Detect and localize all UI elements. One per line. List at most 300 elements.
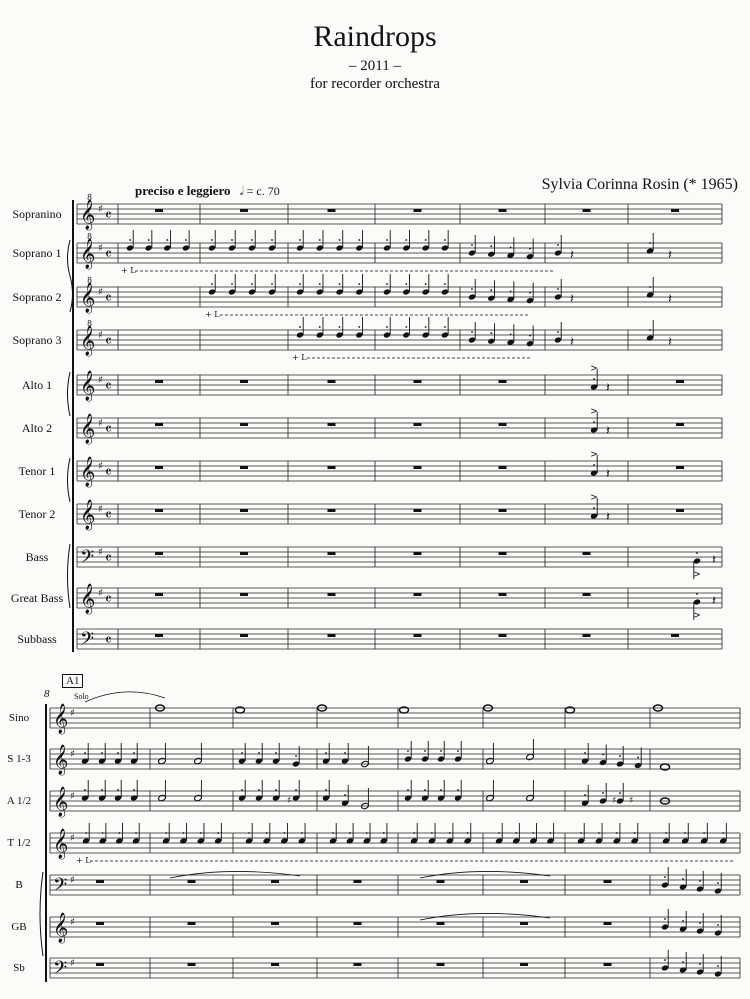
staccato-dot bbox=[133, 789, 135, 791]
staccato-dot bbox=[258, 752, 260, 754]
staccato-dot bbox=[383, 832, 385, 834]
whole-rest bbox=[328, 509, 336, 512]
staccato-dot bbox=[440, 789, 442, 791]
staccato-dot bbox=[319, 283, 321, 285]
whole-rest bbox=[583, 634, 591, 637]
staccato-dot bbox=[211, 239, 213, 241]
staccato-dot bbox=[664, 918, 666, 920]
octave-mark: 8 bbox=[87, 232, 93, 241]
staccato-dot bbox=[444, 326, 446, 328]
whole-rest bbox=[155, 593, 163, 596]
whole-rest bbox=[155, 380, 163, 383]
whole-rest bbox=[604, 880, 612, 883]
whole-rest bbox=[437, 963, 445, 966]
staccato-dot bbox=[684, 832, 686, 834]
staccato-dot bbox=[266, 832, 268, 834]
tempo-text: preciso e leggiero bbox=[135, 183, 231, 198]
staccato-dot bbox=[283, 832, 285, 834]
whole-rest bbox=[354, 922, 362, 925]
accidental-sharp: ♯ bbox=[629, 796, 634, 806]
articulation-text: + L bbox=[205, 310, 220, 319]
accent-mark: > bbox=[590, 493, 598, 503]
staccato-dot bbox=[593, 507, 595, 509]
instrument-label: Soprano 3 bbox=[12, 333, 62, 347]
key-signature-sharp: ♯ bbox=[70, 917, 75, 928]
staccato-dot bbox=[425, 283, 427, 285]
staccato-dot bbox=[616, 832, 618, 834]
key-signature-sharp: ♯ bbox=[70, 791, 75, 802]
staccato-dot bbox=[299, 326, 301, 328]
whole-rest bbox=[499, 634, 507, 637]
whole-rest bbox=[676, 466, 684, 469]
score-title: Raindrops bbox=[313, 20, 437, 53]
staccato-dot bbox=[598, 832, 600, 834]
instrument-label: Sopranino bbox=[12, 207, 62, 221]
staccato-dot bbox=[424, 789, 426, 791]
brace bbox=[68, 240, 73, 312]
staccato-dot bbox=[510, 291, 512, 293]
staccato-dot bbox=[101, 752, 103, 754]
treble-clef: 𝄞 bbox=[53, 787, 69, 817]
staccato-dot bbox=[129, 239, 131, 241]
brace bbox=[68, 372, 71, 416]
whole-rest bbox=[520, 963, 528, 966]
key-signature-sharp: ♯ bbox=[98, 287, 103, 298]
staccato-dot bbox=[557, 288, 559, 290]
whole-rest bbox=[676, 380, 684, 383]
whole-rest bbox=[155, 466, 163, 469]
whole-rest bbox=[240, 509, 248, 512]
staccato-dot bbox=[386, 239, 388, 241]
whole-rest bbox=[676, 509, 684, 512]
staccato-dot bbox=[386, 283, 388, 285]
staccato-dot bbox=[258, 789, 260, 791]
whole-rest bbox=[499, 209, 507, 212]
staccato-dot bbox=[593, 421, 595, 423]
staccato-dot bbox=[275, 789, 277, 791]
whole-rest bbox=[328, 634, 336, 637]
whole-rest bbox=[155, 552, 163, 555]
staccato-dot bbox=[649, 242, 651, 244]
staccato-dot bbox=[185, 239, 187, 241]
staccato-dot bbox=[699, 963, 701, 965]
staccato-dot bbox=[593, 378, 595, 380]
accent-mark: > bbox=[693, 611, 701, 621]
rehearsal-mark: A1 bbox=[62, 674, 83, 688]
staccato-dot bbox=[682, 878, 684, 880]
staccato-dot bbox=[425, 239, 427, 241]
whole-rest bbox=[354, 963, 362, 966]
whole-rest bbox=[499, 423, 507, 426]
staccato-dot bbox=[405, 283, 407, 285]
staccato-dot bbox=[102, 832, 104, 834]
staccato-dot bbox=[717, 924, 719, 926]
whole-rest bbox=[520, 922, 528, 925]
whole-rest bbox=[328, 593, 336, 596]
staccato-dot bbox=[717, 882, 719, 884]
staccato-dot bbox=[101, 789, 103, 791]
treble-clef: 𝄞 bbox=[80, 457, 96, 487]
staccato-dot bbox=[619, 792, 621, 794]
quarter-rest: 𝄽 bbox=[606, 467, 610, 482]
key-signature-sharp: ♯ bbox=[70, 749, 75, 760]
staccato-dot bbox=[275, 752, 277, 754]
whole-rest bbox=[96, 880, 104, 883]
key-signature-sharp: ♯ bbox=[98, 547, 103, 558]
whole-rest bbox=[499, 552, 507, 555]
treble-clef: 𝄞 bbox=[53, 745, 69, 775]
staccato-dot bbox=[557, 331, 559, 333]
whole-rest bbox=[583, 209, 591, 212]
whole-rest bbox=[520, 880, 528, 883]
key-signature-sharp: ♯ bbox=[98, 204, 103, 215]
score-year: – 2011 – bbox=[349, 58, 401, 74]
staccato-dot bbox=[405, 326, 407, 328]
brace bbox=[68, 458, 71, 502]
accidental-sharp: ♯ bbox=[287, 796, 292, 806]
staccato-dot bbox=[424, 750, 426, 752]
whole-rest bbox=[271, 963, 279, 966]
accent-mark: > bbox=[590, 450, 598, 460]
key-signature-sharp: ♯ bbox=[98, 243, 103, 254]
treble-clef: 𝄞 bbox=[80, 414, 96, 444]
staccato-dot bbox=[490, 245, 492, 247]
quarter-rest: 𝄽 bbox=[668, 335, 672, 350]
staccato-dot bbox=[84, 752, 86, 754]
whole-rest bbox=[604, 963, 612, 966]
treble-clef: 𝄞 bbox=[80, 500, 96, 530]
staccato-dot bbox=[325, 789, 327, 791]
staccato-dot bbox=[301, 832, 303, 834]
quarter-rest: 𝄽 bbox=[606, 381, 610, 396]
staccato-dot bbox=[490, 289, 492, 291]
whole-rest bbox=[155, 423, 163, 426]
staccato-dot bbox=[515, 832, 517, 834]
key-signature-sharp: ♯ bbox=[70, 875, 75, 886]
instrument-label: Alto 1 bbox=[21, 378, 53, 392]
instrument-label: Soprano 2 bbox=[12, 290, 62, 304]
staccato-dot bbox=[231, 239, 233, 241]
whole-rest bbox=[604, 922, 612, 925]
staccato-dot bbox=[295, 755, 297, 757]
octave-mark: 8 bbox=[87, 276, 93, 285]
quarter-rest: 𝄽 bbox=[712, 553, 716, 568]
common-time-signature: 𝄴 bbox=[105, 289, 112, 307]
articulation-text: + L bbox=[121, 266, 136, 275]
whole-rest bbox=[671, 634, 679, 637]
staccato-dot bbox=[182, 832, 184, 834]
octave-mark: 8 bbox=[87, 193, 93, 202]
whole-rest bbox=[328, 423, 336, 426]
staccato-dot bbox=[271, 239, 273, 241]
whole-rest bbox=[155, 634, 163, 637]
treble-clef: 𝄞 bbox=[80, 200, 96, 230]
staccato-dot bbox=[699, 922, 701, 924]
staccato-dot bbox=[550, 832, 552, 834]
staccato-dot bbox=[602, 792, 604, 794]
whole-rest bbox=[328, 552, 336, 555]
staccato-dot bbox=[457, 789, 459, 791]
staccato-dot bbox=[248, 832, 250, 834]
accent-mark: > bbox=[693, 570, 701, 580]
whole-rest bbox=[240, 209, 248, 212]
quarter-rest: 𝄽 bbox=[712, 594, 716, 609]
common-time-signature: 𝄴 bbox=[105, 463, 112, 481]
staccato-dot bbox=[339, 326, 341, 328]
staccato-dot bbox=[344, 752, 346, 754]
whole-rest bbox=[671, 209, 679, 212]
whole-rest bbox=[583, 552, 591, 555]
whole-rest bbox=[271, 880, 279, 883]
whole-rest bbox=[414, 593, 422, 596]
instrument-label: Soprano 1 bbox=[12, 246, 62, 260]
instrument-label: Bass bbox=[25, 550, 49, 564]
whole-rest bbox=[188, 922, 196, 925]
key-signature-sharp: ♯ bbox=[70, 708, 75, 719]
whole-rest bbox=[499, 509, 507, 512]
whole-rest bbox=[328, 466, 336, 469]
key-signature-sharp: ♯ bbox=[98, 504, 103, 515]
treble-clef: 𝄞 bbox=[53, 913, 69, 943]
common-time-signature: 𝄴 bbox=[105, 631, 112, 649]
key-signature-sharp: ♯ bbox=[98, 330, 103, 341]
staccato-dot bbox=[510, 247, 512, 249]
staccato-dot bbox=[241, 789, 243, 791]
whole-rest bbox=[328, 380, 336, 383]
common-time-signature: 𝄴 bbox=[105, 377, 112, 395]
staccato-dot bbox=[407, 789, 409, 791]
instrument-label: Alto 2 bbox=[21, 421, 53, 435]
instrument-label: Subbass bbox=[17, 632, 57, 646]
staccato-dot bbox=[251, 283, 253, 285]
treble-clef: 𝄞 bbox=[53, 829, 69, 859]
common-time-signature: 𝄴 bbox=[105, 420, 112, 438]
staccato-dot bbox=[557, 244, 559, 246]
instrument-label: Tenor 1 bbox=[18, 464, 56, 478]
common-time-signature: 𝄴 bbox=[105, 245, 112, 263]
staccato-dot bbox=[699, 880, 701, 882]
staccato-dot bbox=[85, 832, 87, 834]
octave-mark: 8 bbox=[87, 319, 93, 328]
whole-rest bbox=[240, 423, 248, 426]
staccato-dot bbox=[529, 292, 531, 294]
articulation-text: + L bbox=[76, 856, 91, 865]
whole-rest bbox=[414, 509, 422, 512]
accent-mark: > bbox=[590, 364, 598, 374]
treble-clef: 𝄞 bbox=[80, 371, 96, 401]
staccato-dot bbox=[532, 832, 534, 834]
staccato-dot bbox=[593, 464, 595, 466]
whole-rest bbox=[414, 552, 422, 555]
quarter-rest: 𝄽 bbox=[606, 424, 610, 439]
staccato-dot bbox=[696, 593, 698, 595]
staccato-dot bbox=[407, 750, 409, 752]
solo-marking: Solo bbox=[74, 692, 89, 701]
quarter-rest: 𝄽 bbox=[606, 510, 610, 525]
treble-clef: 𝄞 bbox=[80, 283, 96, 313]
staccato-dot bbox=[349, 832, 351, 834]
bass-clef: 𝄢 bbox=[80, 629, 95, 654]
quarter-rest: 𝄽 bbox=[570, 292, 574, 307]
score-subtitle: for recorder orchestra bbox=[310, 76, 440, 92]
key-signature-sharp: ♯ bbox=[98, 461, 103, 472]
quarter-rest: 𝄽 bbox=[668, 292, 672, 307]
staccato-dot bbox=[444, 239, 446, 241]
instrument-label: B bbox=[15, 879, 23, 891]
staccato-dot bbox=[722, 832, 724, 834]
staccato-dot bbox=[619, 755, 621, 757]
whole-rest bbox=[240, 593, 248, 596]
treble-clef: 𝄞 bbox=[53, 704, 69, 734]
accent-mark: > bbox=[590, 407, 598, 417]
staccato-dot bbox=[529, 335, 531, 337]
composer-credit: Sylvia Corinna Rosin (* 1965) bbox=[541, 176, 738, 193]
staccato-dot bbox=[440, 750, 442, 752]
staccato-dot bbox=[231, 283, 233, 285]
quarter-rest: 𝄽 bbox=[570, 335, 574, 350]
whole-rest bbox=[414, 423, 422, 426]
staccato-dot bbox=[84, 789, 86, 791]
staccato-dot bbox=[325, 752, 327, 754]
whole-rest bbox=[96, 922, 104, 925]
staccato-dot bbox=[148, 239, 150, 241]
staccato-dot bbox=[358, 239, 360, 241]
instrument-label: A 1/2 bbox=[6, 795, 32, 807]
key-signature-sharp: ♯ bbox=[70, 833, 75, 844]
staccato-dot bbox=[717, 965, 719, 967]
staccato-dot bbox=[467, 832, 469, 834]
accidental-sharp: ♯ bbox=[612, 796, 617, 806]
staccato-dot bbox=[339, 239, 341, 241]
staccato-dot bbox=[584, 752, 586, 754]
whole-rest bbox=[96, 963, 104, 966]
treble-clef: 𝄞 bbox=[80, 326, 96, 356]
staccato-dot bbox=[634, 832, 636, 834]
staccato-dot bbox=[133, 752, 135, 754]
whole-rest bbox=[188, 880, 196, 883]
bass-clef: 𝄢 bbox=[80, 547, 95, 572]
staccato-dot bbox=[166, 239, 168, 241]
instrument-label: Great Bass bbox=[10, 591, 64, 605]
staccato-dot bbox=[584, 794, 586, 796]
staccato-dot bbox=[449, 832, 451, 834]
common-time-signature: 𝄴 bbox=[105, 206, 112, 224]
staccato-dot bbox=[529, 248, 531, 250]
bass-clef: 𝄢 bbox=[53, 958, 68, 983]
staccato-dot bbox=[664, 959, 666, 961]
whole-rest bbox=[414, 634, 422, 637]
common-time-signature: 𝄴 bbox=[105, 549, 112, 567]
whole-rest bbox=[240, 552, 248, 555]
staccato-dot bbox=[200, 832, 202, 834]
staccato-dot bbox=[358, 326, 360, 328]
whole-rest bbox=[240, 466, 248, 469]
staccato-dot bbox=[319, 239, 321, 241]
staccato-dot bbox=[490, 332, 492, 334]
staccato-dot bbox=[498, 832, 500, 834]
staccato-dot bbox=[405, 239, 407, 241]
common-time-signature: 𝄴 bbox=[105, 506, 112, 524]
whole-rest bbox=[437, 922, 445, 925]
staccato-dot bbox=[444, 283, 446, 285]
treble-clef: 𝄞 bbox=[80, 584, 96, 614]
staccato-dot bbox=[271, 283, 273, 285]
whole-rest bbox=[328, 209, 336, 212]
staccato-dot bbox=[211, 283, 213, 285]
whole-rest bbox=[499, 593, 507, 596]
common-time-signature: 𝄴 bbox=[105, 590, 112, 608]
common-time-signature: 𝄴 bbox=[105, 332, 112, 350]
whole-rest bbox=[414, 209, 422, 212]
whole-rest bbox=[240, 380, 248, 383]
staccato-dot bbox=[431, 832, 433, 834]
instrument-label: T 1/2 bbox=[7, 837, 31, 849]
brace bbox=[68, 544, 71, 608]
whole-rest bbox=[414, 380, 422, 383]
key-signature-sharp: ♯ bbox=[98, 375, 103, 386]
bass-clef: 𝄢 bbox=[53, 875, 68, 900]
staccato-dot bbox=[682, 920, 684, 922]
metronome-mark: 𝅗𝅥 = c. 70 bbox=[239, 184, 280, 198]
whole-rest bbox=[354, 880, 362, 883]
whole-rest bbox=[240, 634, 248, 637]
staccato-dot bbox=[295, 789, 297, 791]
staccato-dot bbox=[319, 326, 321, 328]
staccato-dot bbox=[366, 832, 368, 834]
staccato-dot bbox=[471, 288, 473, 290]
staccato-dot bbox=[217, 832, 219, 834]
whole-rest bbox=[155, 209, 163, 212]
tie bbox=[85, 692, 165, 702]
whole-rest bbox=[155, 509, 163, 512]
staccato-dot bbox=[344, 794, 346, 796]
whole-rest bbox=[437, 880, 445, 883]
instrument-label: Sino bbox=[8, 712, 30, 724]
staccato-dot bbox=[580, 832, 582, 834]
instrument-label: S 1-3 bbox=[7, 753, 31, 765]
staccato-dot bbox=[241, 752, 243, 754]
staccato-dot bbox=[425, 326, 427, 328]
staccato-dot bbox=[299, 239, 301, 241]
staccato-dot bbox=[664, 876, 666, 878]
staccato-dot bbox=[299, 283, 301, 285]
staccato-dot bbox=[386, 326, 388, 328]
staccato-dot bbox=[649, 286, 651, 288]
treble-clef: 𝄞 bbox=[80, 239, 96, 269]
instrument-label: Tenor 2 bbox=[18, 507, 56, 521]
staccato-dot bbox=[339, 283, 341, 285]
whole-rest bbox=[188, 963, 196, 966]
whole-rest bbox=[271, 922, 279, 925]
key-signature-sharp: ♯ bbox=[98, 588, 103, 599]
staccato-dot bbox=[332, 832, 334, 834]
staccato-dot bbox=[135, 832, 137, 834]
quarter-rest: 𝄽 bbox=[668, 248, 672, 263]
staccato-dot bbox=[457, 750, 459, 752]
staccato-dot bbox=[602, 754, 604, 756]
staccato-dot bbox=[682, 961, 684, 963]
staccato-dot bbox=[637, 757, 639, 759]
brace bbox=[40, 872, 43, 956]
staccato-dot bbox=[117, 789, 119, 791]
staccato-dot bbox=[665, 832, 667, 834]
staccato-dot bbox=[649, 329, 651, 331]
staccato-dot bbox=[118, 832, 120, 834]
staccato-dot bbox=[165, 832, 167, 834]
instrument-label: Sb bbox=[13, 962, 25, 974]
instrument-label: GB bbox=[11, 921, 27, 933]
whole-rest bbox=[676, 423, 684, 426]
